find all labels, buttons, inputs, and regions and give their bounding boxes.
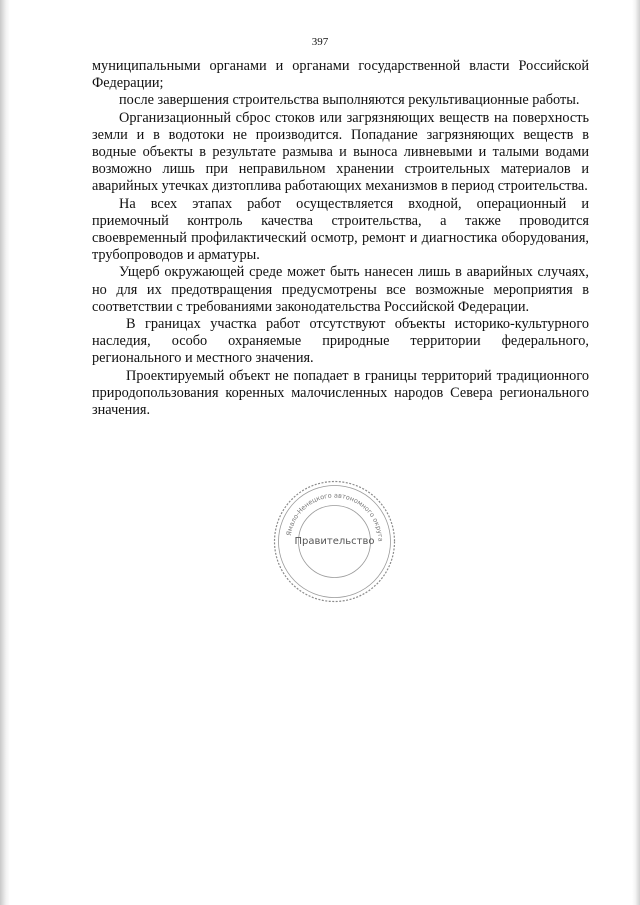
scan-edge-right [632,0,640,905]
document-body [92,58,589,419]
page-number: 397 [311,36,329,48]
official-seal-stamp [271,478,398,605]
paragraph-4: На всех этапах работ осуществляется входной, операционный и приемочный контроль качества строительства, а также проводится своевременный профилактический осмотр, ремонт и диагностика оборудования, трубопроводов и арматуры. [92,195,589,264]
paragraph-6: В границах участка работ отсутствуют объекты историко-культурного наследия, особо охраняемые природные территории федерального, регионального и местного значения. [92,316,589,367]
paragraph-1: муниципальными органами и органами государственной власти Российской Федерации; [92,58,589,92]
paragraph-5: Ущерб окружающей среде может быть нанесен лишь в аварийных случаях, но для их предотвращения предусмотрены все возможные мероприятия в соответствии с требованиями законодательства Российской Федерации. [92,264,589,315]
paragraph-7: Проектируемый объект не попадает в границы территорий традиционного природопользования коренных малочисленных народов Севера регионального значения. [92,367,589,419]
seal-graphic [271,478,398,605]
paragraph-3: Организационный сброс стоков или загрязняющих веществ на поверхность земли и в водотоки не производится. Попадание загрязняющих веществ в водные объекты в результате размыва и выноса ливневыми и талыми водами возможно лишь при неправильном хранении строительных материалов и аварийных утечках дизтоплива работающих механизмов в период строительства. [92,109,589,195]
paragraph-2: после завершения строительства выполняются рекультивационные работы. [119,92,580,109]
seal-ring-text: Ямало-Ненецкого автономного округа [284,491,385,542]
scan-edge-left [0,0,10,905]
seal-center-text: Правительство [294,536,375,547]
